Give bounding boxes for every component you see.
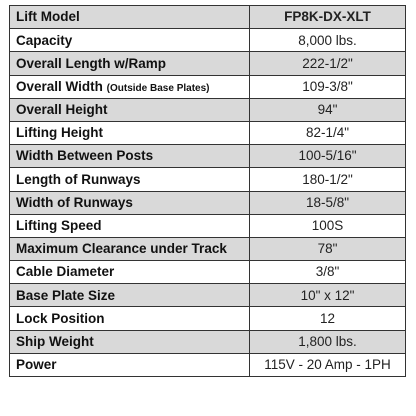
table-row (10, 261, 406, 284)
row-value: 100S (250, 214, 406, 237)
row-value: 3/8" (250, 261, 406, 284)
table-row (10, 145, 406, 168)
row-value: 222-1/2" (250, 52, 406, 75)
row-label: Overall Height (10, 98, 250, 121)
table-row (10, 29, 406, 52)
row-label: Maximum Clearance under Track (10, 237, 250, 260)
table-row (10, 214, 406, 237)
row-value: 1,800 lbs. (250, 330, 406, 353)
row-value: 94" (250, 98, 406, 121)
table-row (10, 52, 406, 75)
row-label: Base Plate Size (10, 284, 250, 307)
table-row (10, 168, 406, 191)
row-value: 18-5/8" (250, 191, 406, 214)
row-value: 82-1/4" (250, 121, 406, 144)
table-row (10, 330, 406, 353)
table-row (10, 121, 406, 144)
row-label: Length of Runways (10, 168, 250, 191)
row-label: Overall Width (16, 78, 103, 94)
table-row (10, 75, 406, 98)
table-header-row (10, 6, 406, 29)
row-label-group (10, 75, 250, 98)
row-value: 10" x 12" (250, 284, 406, 307)
row-label: Overall Length w/Ramp (10, 52, 250, 75)
table-row (10, 307, 406, 330)
table-row (10, 191, 406, 214)
row-label-note: (Outside Base Plates) (106, 82, 210, 94)
row-label: Lifting Speed (10, 214, 250, 237)
row-value: 109-3/8" (250, 75, 406, 98)
row-label: Lifting Height (10, 121, 250, 144)
row-value: 12 (250, 307, 406, 330)
row-label: Width of Runways (10, 191, 250, 214)
row-label: Width Between Posts (10, 145, 250, 168)
lift-spec-table (9, 5, 406, 377)
table-row (10, 353, 406, 376)
row-value: 115V - 20 Amp - 1PH (250, 353, 406, 376)
table-row (10, 284, 406, 307)
table-row (10, 98, 406, 121)
row-label: Ship Weight (10, 330, 250, 353)
spec-sheet (9, 5, 406, 377)
row-label: Cable Diameter (10, 261, 250, 284)
row-label: Capacity (10, 29, 250, 52)
row-value: 78" (250, 237, 406, 260)
table-row (10, 237, 406, 260)
row-value: 180-1/2" (250, 168, 406, 191)
row-value: 8,000 lbs. (250, 29, 406, 52)
row-value: 100-5/16" (250, 145, 406, 168)
header-label: Lift Model (10, 6, 250, 29)
row-label: Lock Position (10, 307, 250, 330)
header-value: FP8K-DX-XLT (250, 6, 406, 29)
row-label: Power (10, 353, 250, 376)
